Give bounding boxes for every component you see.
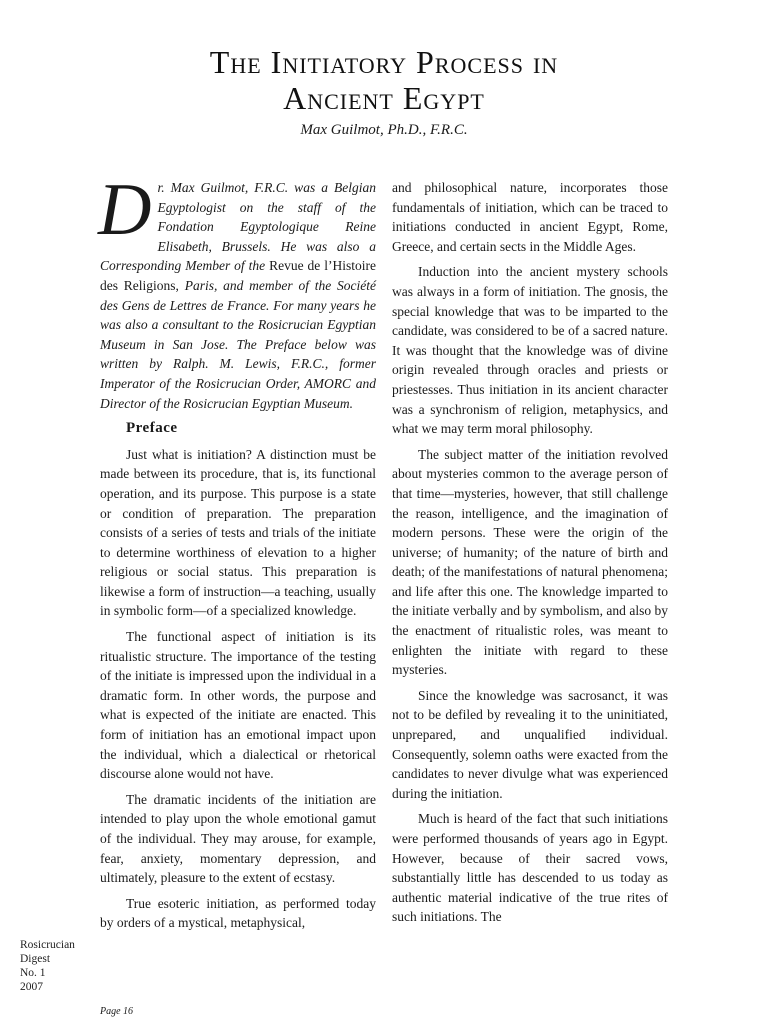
title-line-2: Ancient Egypt [283, 80, 485, 116]
section-heading-preface: Preface [126, 420, 178, 437]
sidebar-line: Digest [20, 953, 51, 965]
paragraph: The dramatic incidents of the initiation are intended to play upon the whole emotional gamut of the individual. They may arouse, for example, fear, anxiety, momentary depression, and ultimately, pleasure to the extent of ecstasy. [100, 791, 376, 886]
article-title [0, 44, 768, 116]
paragraph: True esoteric initiation, as performed today by orders of a mystical, metaphysical, [100, 895, 376, 931]
intro-text-upright: Revue de l’Histoire des Religions, [100, 258, 376, 293]
intro-text-3: Société des Gens de Lettres de France. For many years he was also a consultant to the Rosicrucian Egyptian Museum in San Jose. The Preface below was written by Ralph. M. Lewis, F.R.C., former Imperator of the Rosicrucian Order, AMORC and Director of the Rosicrucian Egyptian Museum. [100, 277, 377, 411]
intro-text-2: Paris, and member of the [178, 277, 338, 293]
intro-text-1: r. Max Guilmot, F.R.C. was a Belgian Egyptologist on the staff of the Fondation Egyptologique Reine Elisabeth, Brussels. He was also a Corresponding Member of the [100, 180, 376, 274]
sidebar-line: No. 1 [20, 967, 46, 979]
paragraph: Since the knowledge was sacrosanct, it was not to be defiled by revealing it to the uninitiated, unprepared, and unqualified individual. Consequently, solemn oaths were exacted from the candidates to never divulge what was experienced during the initiation. [392, 687, 668, 801]
right-column [392, 178, 668, 933]
paragraph: Induction into the ancient mystery schools was always in a form of initiation. The gnosis, the special knowledge that was to be imparted to the candidate, was considered to be of a sacred nature. It was thought that the knowledge was of divine origin revealed through oracles and priests or priestesses. Thus initiation in its ancient character was a synchronism of religion, metaphysics, and what we may term moral philosophy. [392, 264, 668, 437]
left-column [98, 169, 377, 939]
paragraph: The functional aspect of initiation is its ritualistic structure. The importance of the testing of the initiate is impressed upon the individual in a dramatic form. In other words, the purpose and what is expected of the initiate are enacted. This form of initiation has an emotional impact upon the individual, which a dialectical or rhetorical discourse alone would not have. [100, 629, 376, 782]
title-line-1: The Initiatory Process in [209, 44, 559, 80]
publication-sidebar [20, 938, 75, 994]
page-number: Page 16 [100, 1006, 134, 1017]
paragraph: The subject matter of the initiation revolved about mysteries common to the average person of that time—mysteries, however, that still challenge the reason, intelligence, and the imagination of modern persons. These were the origin of the universe; of humanity; of the nature of birth and death; of the manifestations of natural phenomena; and life after this one. The knowledge imparted to the initiate verbally and by symbolism, and also by the enactment of ritualistic roles, was meant to enlighten the initiate with regard to these mysteries. [392, 446, 668, 678]
drop-cap: D [98, 169, 152, 251]
paragraph: and philosophical nature, incorporates those fundamentals of initiation, which can be traced to initiations conducted in ancient Egypt, Rome, Greece, and certain sects in the Middle Ages. [392, 180, 668, 254]
paragraph: Just what is initiation? A distinction must be made between its procedure, that is, its functional operation, and its purpose. This purpose is a state or condition of preparation. The preparation consists of a series of tests and trials of the initiate to determine worthiness of elevation to a higher religious or social status. This preparation is likewise a form of instruction—a teaching, usually in symbolic form—of a specialized knowledge. [100, 446, 376, 619]
author-byline: Max Guilmot, Ph.D., F.R.C. [300, 122, 468, 138]
sidebar-line: Rosicrucian [20, 939, 75, 951]
paragraph: Much is heard of the fact that such initiations were performed thousands of years ago in Egypt. However, because of their sacred vows, substantially little has descended to us today as authentic material indicative of the true rites of such initiations. The [392, 811, 668, 925]
author-intro [98, 169, 377, 413]
sidebar-line: 2007 [20, 981, 43, 993]
